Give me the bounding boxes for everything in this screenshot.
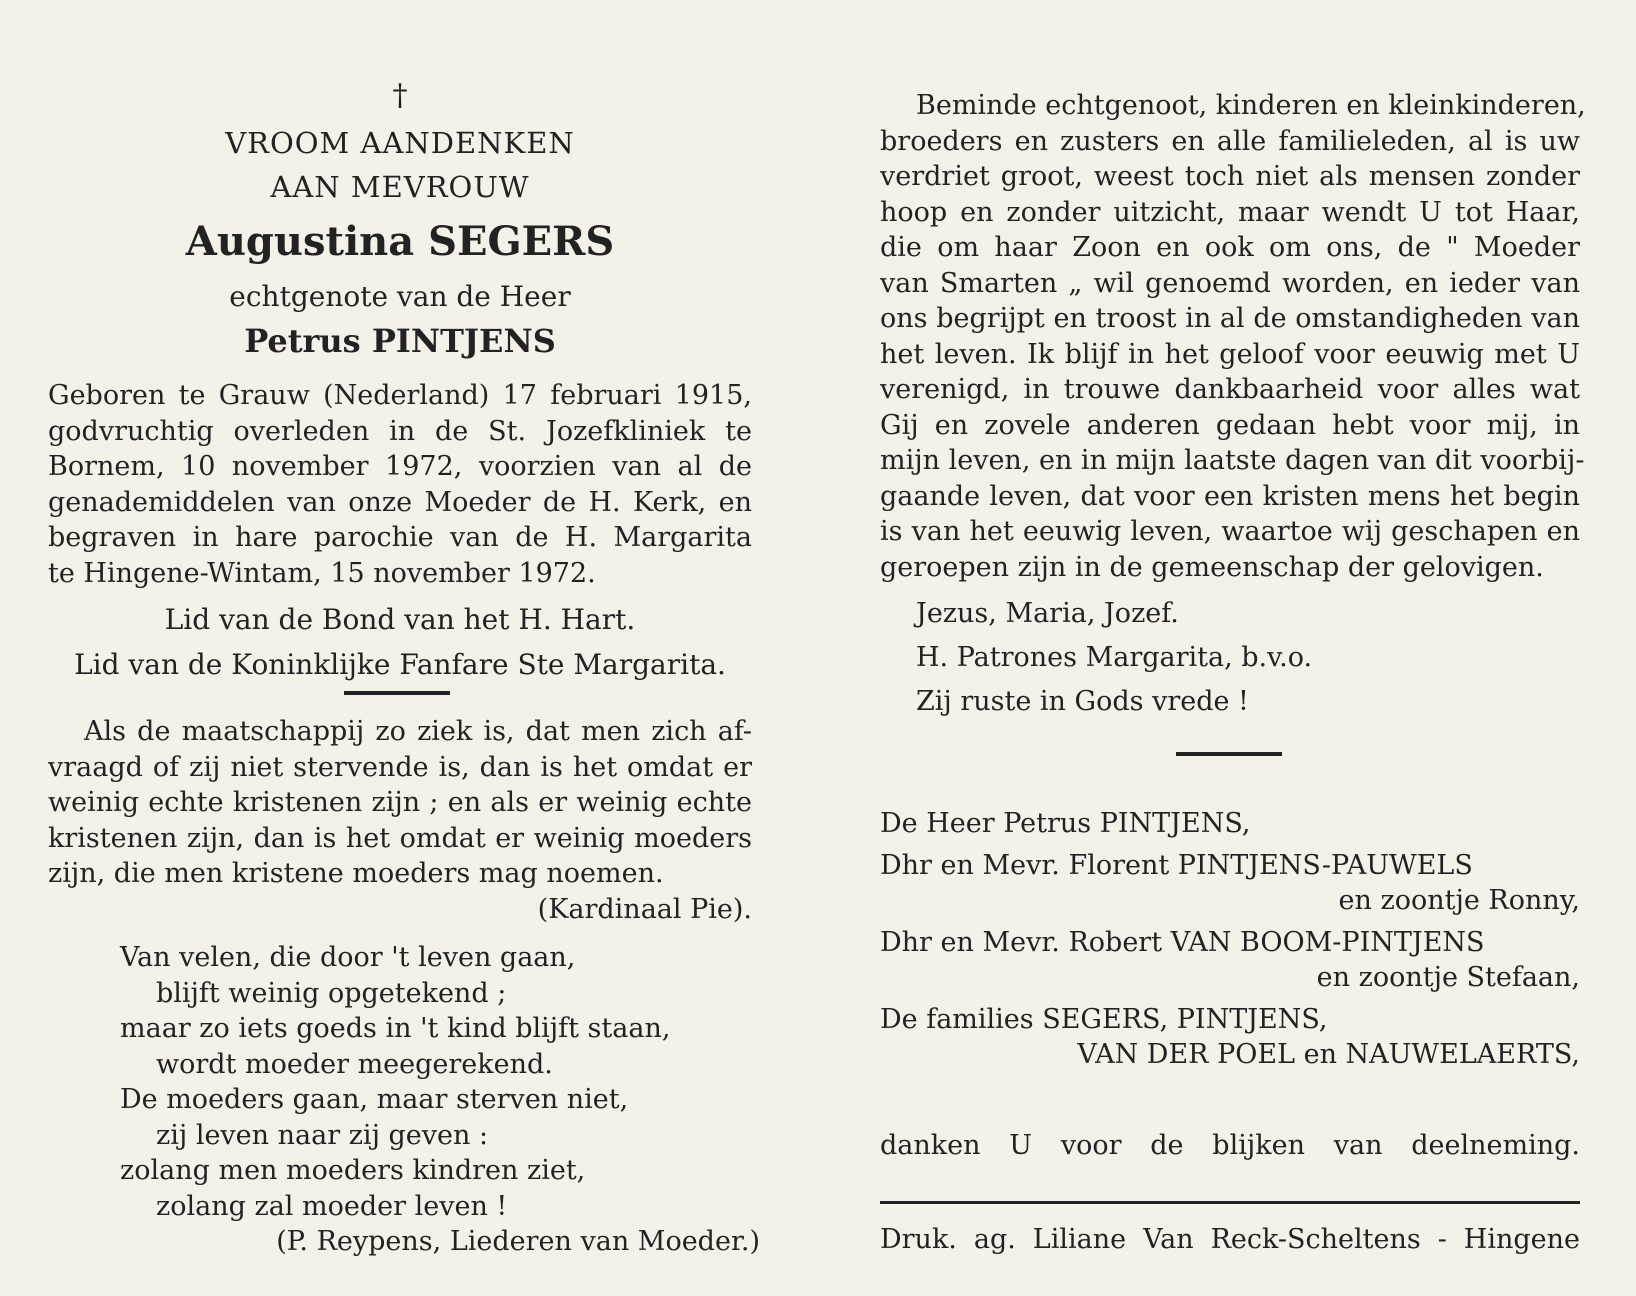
family-line: en zoontje Stefaan, xyxy=(1316,962,1580,993)
prayer-line: verdriet groot, weest toch niet als mensen zonder xyxy=(880,161,1580,192)
family-line: De Heer Petrus PINTJENS, xyxy=(880,808,1251,839)
prayer-line: broeders en zusters en alle familieleden, al is uw xyxy=(880,125,1580,157)
prayer-line: hoop en zonder uitzicht, maar wendt U tot Haar, xyxy=(880,196,1580,228)
poem-source: (P. Reypens, Liederen van Moeder.) xyxy=(276,1226,760,1257)
divider xyxy=(344,691,450,695)
printer-credit: Druk. ag. Liliane Van Reck-Scheltens - Hingene xyxy=(880,1224,1580,1255)
poem-line: wordt moeder meegerekend. xyxy=(156,1048,553,1080)
poem-line: zij leven naar zij geven : xyxy=(156,1119,489,1151)
quote-line: vraagd of zij niet stervende is, dan is het omdat er xyxy=(48,751,752,783)
deceased-name: Augustina SEGERS xyxy=(185,218,615,265)
quote xyxy=(48,714,752,927)
membership-line-2: Lid van de Koninklijke Fanfare Ste Margarita. xyxy=(74,648,726,681)
quote-line: weinig echte kristenen zijn ; en als er weinig echte xyxy=(48,787,752,818)
cross-symbol: † xyxy=(392,78,408,113)
spouse-name: Petrus PINTJENS xyxy=(244,322,556,360)
poem xyxy=(120,940,760,1260)
prayer-line: Gij en zovele anderen gedaan hebt voor mij, in xyxy=(880,409,1580,441)
poem-line: zolang men moeders kindren ziet, xyxy=(120,1155,586,1186)
printer-rule xyxy=(880,1201,1580,1204)
poem-line: blijft weinig opgetekend ; xyxy=(156,977,507,1009)
bio-line: genademiddelen van onze Moeder de H. Kerk, en xyxy=(48,486,752,518)
prayer xyxy=(880,88,1586,585)
invocation: H. Patrones Margarita, b.v.o. xyxy=(916,642,1313,673)
spouse-intro: echtgenote van de Heer xyxy=(229,280,571,313)
prayer-line: is van het eeuwig leven, waartoe wij geschapen en xyxy=(880,516,1580,547)
bio-line: begraven in hare parochie van de H. Margarita xyxy=(48,522,752,553)
poem-line: De moeders gaan, maar sterven niet, xyxy=(120,1084,629,1115)
biography xyxy=(48,378,752,591)
poem-line: Van velen, die door 't leven gaan, xyxy=(120,942,576,973)
heading-aan-mevrouw: AAN MEVROUW xyxy=(270,170,530,204)
bio-line: Bornem, 10 november 1972, voorzien van al de xyxy=(48,451,752,482)
prayer-line: verenigd, in trouwe dankbaarheid voor alles wat xyxy=(880,374,1580,405)
family-line: De families SEGERS, PINTJENS, xyxy=(880,1003,1328,1035)
bio-line: Geboren te Grauw (Nederland) 17 februari 1915, xyxy=(48,380,752,411)
heading-vroom-aandenken: VROOM AANDENKEN xyxy=(225,126,575,160)
prayer-line: ons begrijpt en troost in al de omstandigheden van xyxy=(880,303,1580,334)
divider xyxy=(1176,752,1282,756)
quote-line: zijn, die men kristene moeders mag noemen. xyxy=(48,858,664,889)
prayer-line: Beminde echtgenoot, kinderen en kleinkinderen, xyxy=(916,90,1586,121)
thanks-line: danken U voor de blijken van deelneming. xyxy=(880,1130,1580,1161)
family-line: en zoontje Ronny, xyxy=(1338,885,1580,916)
family-line: Dhr en Mevr. Robert VAN BOOM-PINTJENS xyxy=(880,926,1485,958)
quote-line: kristenen zijn, dan is het omdat er weinig moeders xyxy=(48,822,752,854)
family-line: VAN DER POEL en NAUWELAERTS, xyxy=(1077,1039,1580,1070)
prayer-line: die om haar Zoon en ook om ons, de " Moeder xyxy=(880,232,1580,263)
bio-line: godvruchtig overleden in de St. Jozefkliniek te xyxy=(48,415,752,447)
invocation: Jezus, Maria, Jozef. xyxy=(916,598,1179,629)
poem-line: zolang zal moeder leven ! xyxy=(156,1190,508,1222)
prayer-line: het leven. Ik blijf in het geloof voor eeuwig met U xyxy=(880,338,1580,370)
prayer-line: van Smarten „ wil genoemd worden, en ieder van xyxy=(880,267,1580,299)
poem-line: maar zo iets goeds in 't kind blijft staan, xyxy=(120,1013,671,1044)
prayer-line: geroepen zijn in de gemeenschap der gelovigen. xyxy=(880,551,1544,583)
prayer-line: gaande leven, dat voor een kristen mens het begin xyxy=(880,480,1580,512)
prayer-line: mijn leven, en in mijn laatste dagen van dit voorbij- xyxy=(880,445,1585,476)
bio-line: te Hingene-Wintam, 15 november 1972. xyxy=(48,557,596,589)
quote-author: (Kardinaal Pie). xyxy=(537,893,752,925)
invocations xyxy=(880,592,1616,724)
membership-line-1: Lid van de Bond van het H. Hart. xyxy=(164,603,636,636)
quote-line: Als de maatschappij zo ziek is, dat men zich af- xyxy=(84,716,752,747)
invocation: Zij ruste in Gods vrede ! xyxy=(916,686,1249,717)
family-line: Dhr en Mevr. Florent PINTJENS-PAUWELS xyxy=(880,849,1473,881)
family-list xyxy=(880,806,1580,1073)
